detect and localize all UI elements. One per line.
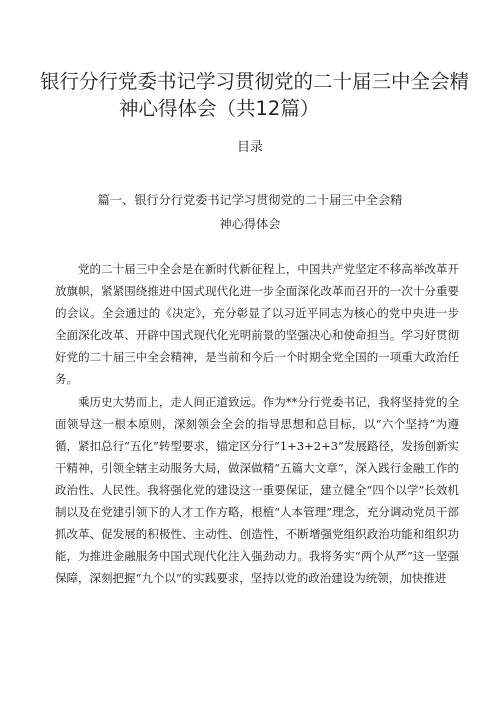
section-1-title-line-1: 篇一、银行分行党委书记学习贯彻党的二十届三中全会精 [97,193,403,207]
section-1-body [55,258,459,589]
section-1-title-line-2: 神心得体会 [219,217,281,231]
body-paragraph-1: 党的二十届三中全会是在新时代新征程上，中国共产党坚定不移高举改革开放旗帜，紧紧围绕推进中国式现代化进一步全面深化改革而召开的一次十分重要的会议。全会通过的《决定》，充分彰显了以习近平同志为核心的党中央进一步全面深化改革、开辟中国式现代化光明前景的坚强决心和使命担当。学习好贯彻好党的二十届三中全会精神，是当前和今后一个时期全党全国的一项重大政治任务。 [55,262,459,387]
section-1-title [40,188,460,236]
document-title-line-2: 神心得体会（共12篇） [119,97,320,120]
document-title-line-1: 银行分行党委书记学习贯彻党的二十届三中全会精 [40,70,470,93]
body-paragraph-2: 乘历史大势而上，走人间正道致远。作为**分行党委书记，我将坚持党的全面领导这一根本原则，深刻领会全会的指导思想和总目标，以“六个坚持”为遵循，紧扣总行“五化”转型要求，锚定区分行“1+3+2+3”发展路径，发扬创新实干精神，引领全辖主动服务大局，做深做精“五篇大文章”，深入践行金融工作的政治性、人民性。我将强化党的建设这一重要保证，建立健全“四个以学”长效机制以及在党建引领下的人才工作方略，根植“人本管理”理念，充分调动党员干部抓改革、促发展的积极性、主动性、创造性，不断增强党组织政治功能和组织功能，为推进金融服务中国式现代化注入强劲动力。我将务实“两个从严”这一坚强保障，深刻把握“九个以”的实践要求，坚持以党的政治建设为统领，加快推进 [55,394,459,586]
toc-heading: 目录 [236,140,263,155]
document-title [40,68,470,122]
